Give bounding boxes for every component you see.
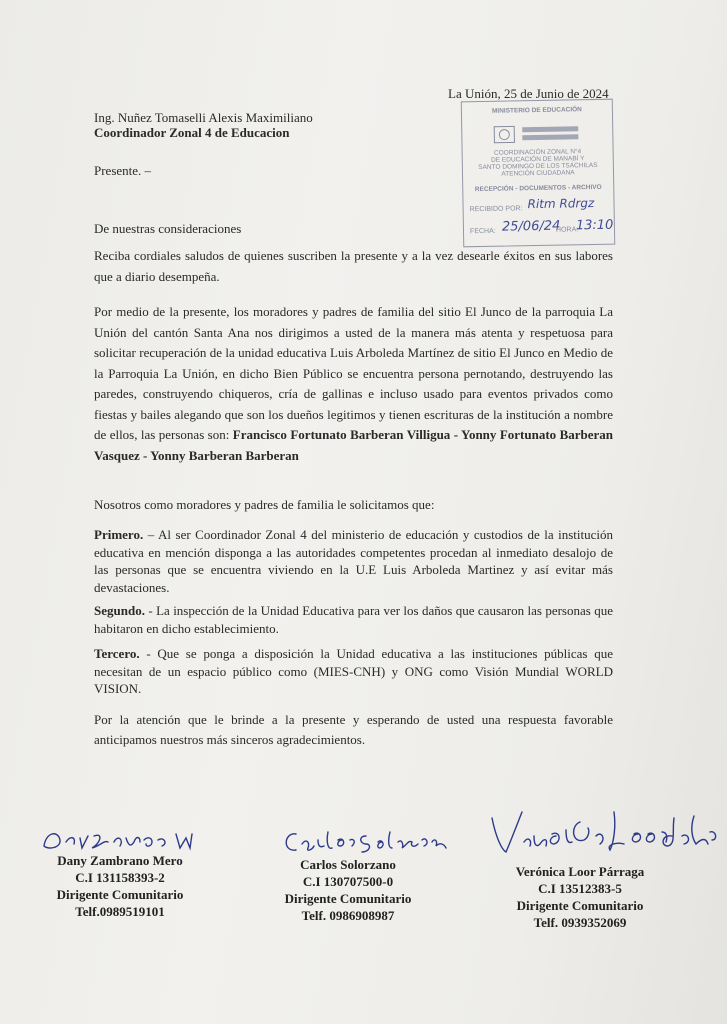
item-text: - Que se ponga a disposición la Unidad educativa a las instituciones públicas que necesitan de un espacio público como (MIES-CNH) y ONG como Visión Mundial WORLD VISION. — [94, 646, 613, 696]
stamp-date-value: 25/06/24 — [501, 218, 561, 235]
stamp-time-label: HORA: — [555, 226, 579, 234]
signer-phone: Telf. 0986908987 — [301, 908, 395, 923]
signer-ci: C.I 13512383-5 — [538, 881, 622, 896]
item-label: Primero. — [94, 527, 144, 542]
item-text: - La inspección de la Unidad Educativa para ver los daños que causaron las personas que habitaron en dicho establecimiento. — [94, 603, 613, 636]
signer-1 — [40, 852, 200, 920]
letter-date: La Unión, 25 de Junio de 2024 — [448, 86, 609, 101]
signer-3 — [495, 863, 665, 931]
greeting-paragraph: Reciba cordiales saludos de quienes suscriben la presente y a la vez desearle éxitos en sus labores que a diario desempeña. — [94, 248, 613, 284]
signer-phone: Telf.0989519101 — [75, 904, 165, 919]
stamp-time-value: 13:10 — [575, 217, 614, 234]
signature-2-handwriting — [282, 826, 452, 860]
reception-stamp — [461, 99, 616, 248]
signature-3-handwriting — [488, 808, 724, 864]
request-item-2 — [94, 602, 613, 637]
request-item-3 — [94, 645, 613, 698]
signer-name: Dany Zambrano Mero — [57, 853, 183, 868]
recipient-role: Coordinador Zonal 4 de Educacion — [94, 125, 290, 140]
signer-name: Verónica Loor Párraga — [515, 864, 645, 879]
signer-ci: C.I 131158393-2 — [75, 870, 165, 885]
signer-2 — [268, 856, 428, 924]
request-intro: Nosotros como moradores y padres de familia le solicitamos que: — [94, 497, 435, 512]
item-label: Segundo. — [94, 603, 145, 618]
presente-line: Presente. – — [94, 163, 152, 178]
item-label: Tercero. — [94, 646, 140, 661]
stamp-line-6: RECEPCIÓN - DOCUMENTOS - ARCHIVO — [474, 183, 602, 194]
signer-ci: C.I 130707500-0 — [302, 874, 394, 889]
stamp-line-5: ATENCIÓN CIUDADANA — [501, 169, 575, 178]
recipient-name: Ing. Nuñez Tomaselli Alexis Maximiliano — [94, 110, 313, 125]
consideraciones-line: De nuestras consideraciones — [94, 221, 242, 236]
body-paragraph — [94, 302, 613, 466]
stamp-line-3: DE EDUCACIÓN DE MANABÍ Y — [490, 155, 585, 164]
signer-name: Carlos Solorzano — [300, 857, 396, 872]
request-item-1 — [94, 526, 613, 596]
stamp-date-label: FECHA: — [469, 227, 496, 236]
signer-role: Dirigente Comunitario — [516, 898, 644, 913]
signer-role: Dirigente Comunitario — [284, 891, 412, 906]
item-text: – Al ser Coordinador Zonal 4 del ministerio de educación y custodios de la institución educativa en mención disponga a las autoridades competentes procedan al inmediato desalojo de las personas que se encuentra viviendo en la U.E Luis Arboleda Martinez y así evitar más devastaciones. — [94, 527, 613, 595]
stamp-line-4: SANTO DOMINGO DE LOS TSÁCHILAS — [478, 161, 598, 172]
signer-role: Dirigente Comunitario — [56, 887, 184, 902]
body-text: Por medio de la presente, los moradores y padres de familia del sitio El Junco de la parroquia La Unión del cantón Santa Ana nos dirigimos a usted de la manera más atenta y respetuosa para solicitar recuperación de la unidad educativa Luis Arboleda Martínez de sitio El Junco en Medio de la Parroquia La Unión, en dicho Bien Público se encuentra persona pernotando, destruyendo las paredes, construyendo chiqueros, cría de gallinas e incluso usado para eventos privados como fiestas y bailes alegando que son los dueños legitimos y tienen escrituras de la institución a nombre de ellos, las personas son: — [94, 304, 613, 442]
signature-1-handwriting — [40, 826, 215, 854]
signer-phone: Telf. 0939352069 — [533, 915, 627, 930]
body-names: Francisco Fortunato Barberan Villigua - Yonny Fortunato Barberan Vasquez - Yonny Barberan Barberan — [94, 427, 614, 463]
stamp-received-by: Ritm Rdrgz — [527, 196, 595, 212]
stamp-received-label: RECIBIDO POR: — [469, 205, 523, 214]
stamp-line-2: COORDINACIÓN ZONAL N°4 — [493, 148, 582, 157]
recipient-block — [94, 110, 313, 140]
closing-paragraph: Por la atención que le brinde a la presente y esperando de usted una respuesta favorable anticipamos nuestros más sinceros agradecimientos. — [94, 712, 613, 747]
stamp-logo-icon — [492, 122, 582, 146]
stamp-ministry: MINISTERIO DE EDUCACIÓN — [491, 106, 582, 115]
